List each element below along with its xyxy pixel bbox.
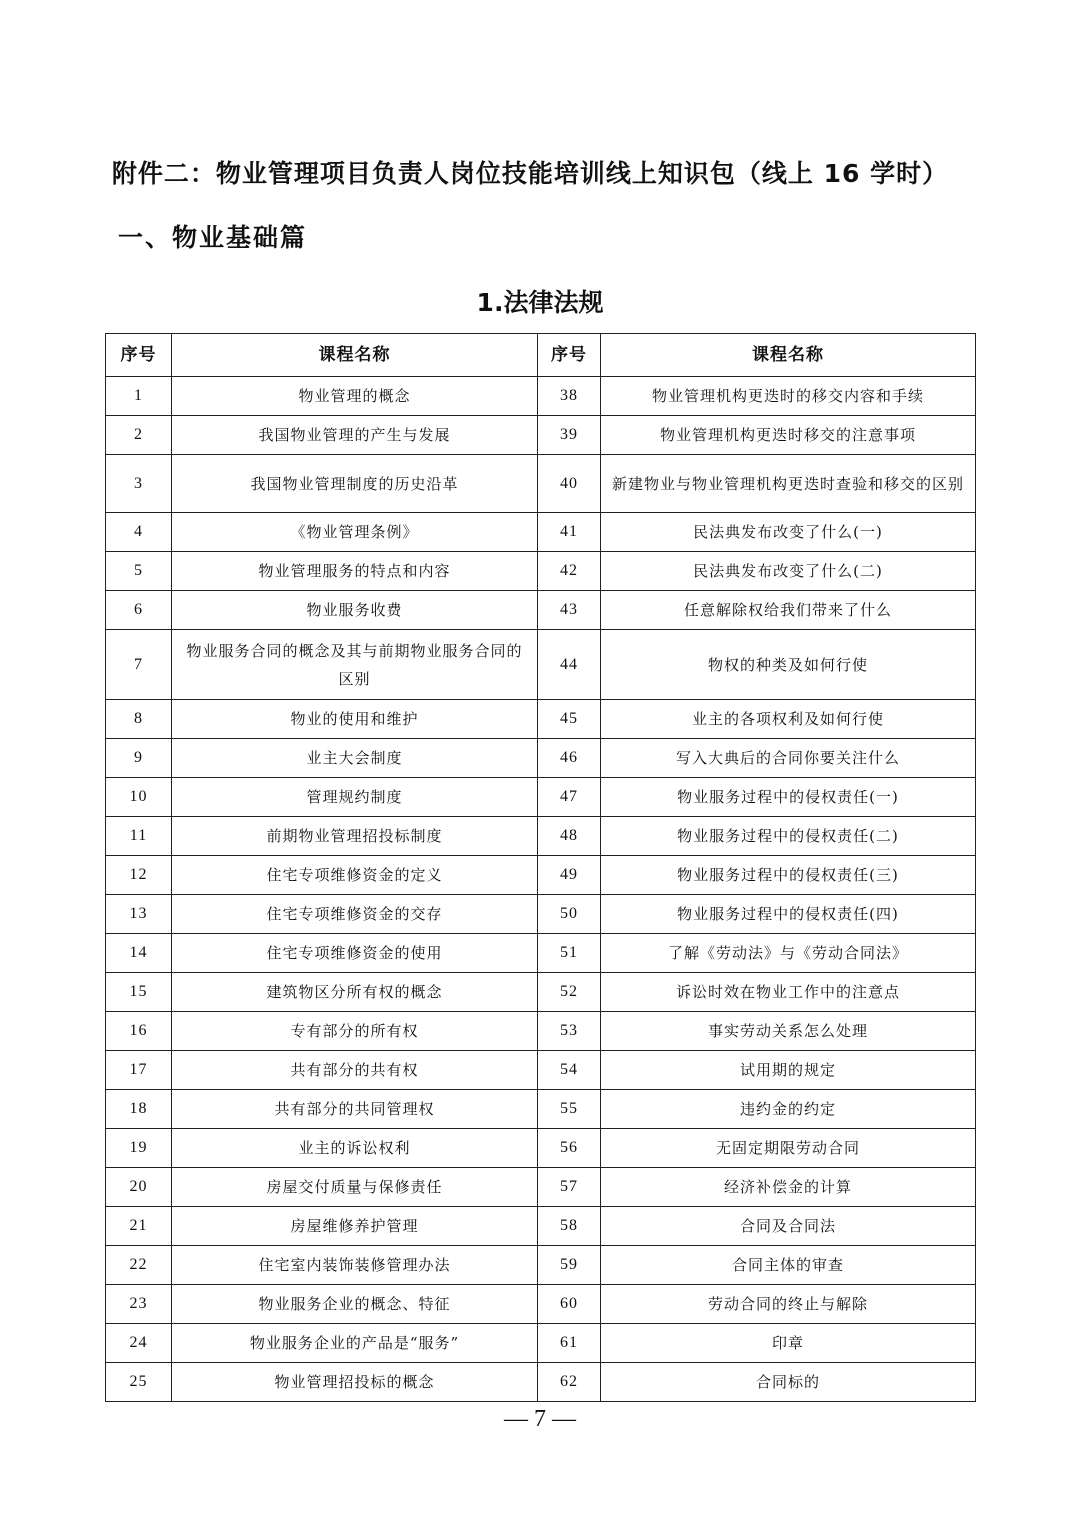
- course-name-left: 共有部分的共有权: [172, 1051, 538, 1090]
- table-row: [106, 817, 976, 856]
- row-number-left: 8: [106, 700, 172, 739]
- course-name-right: 物业管理机构更迭时移交的注意事项: [601, 416, 976, 455]
- row-number-left: 25: [106, 1363, 172, 1402]
- row-number-right: 60: [538, 1285, 601, 1324]
- course-name-right: 合同主体的审查: [601, 1246, 976, 1285]
- row-number-right: 44: [538, 630, 601, 700]
- row-number-left: 12: [106, 856, 172, 895]
- row-number-right: 56: [538, 1129, 601, 1168]
- row-number-left: 7: [106, 630, 172, 700]
- row-number-right: 49: [538, 856, 601, 895]
- course-name-right: 民法典发布改变了什么(一): [601, 513, 976, 552]
- row-number-right: 46: [538, 739, 601, 778]
- header-course-name-1: 课程名称: [172, 334, 538, 377]
- header-number-1: 序号: [106, 334, 172, 377]
- course-name-left: 物业服务企业的产品是“服务”: [172, 1324, 538, 1363]
- course-name-right: 合同标的: [601, 1363, 976, 1402]
- page-number: — 7 —: [504, 1406, 576, 1432]
- course-name-right: 物业服务过程中的侵权责任(一): [601, 778, 976, 817]
- course-name-right: 物业服务过程中的侵权责任(四): [601, 895, 976, 934]
- course-name-right: 诉讼时效在物业工作中的注意点: [601, 973, 976, 1012]
- course-name-right: 物业服务过程中的侵权责任(二): [601, 817, 976, 856]
- row-number-right: 58: [538, 1207, 601, 1246]
- table-row: [106, 1207, 976, 1246]
- row-number-right: 53: [538, 1012, 601, 1051]
- course-name-left: 管理规约制度: [172, 778, 538, 817]
- row-number-right: 54: [538, 1051, 601, 1090]
- course-name-right: 合同及合同法: [601, 1207, 976, 1246]
- course-name-left: 房屋交付质量与保修责任: [172, 1168, 538, 1207]
- row-number-left: 3: [106, 455, 172, 513]
- row-number-left: 13: [106, 895, 172, 934]
- course-name-right: 物业服务过程中的侵权责任(三): [601, 856, 976, 895]
- table-row: [106, 377, 976, 416]
- row-number-right: 42: [538, 552, 601, 591]
- table-row: [106, 1324, 976, 1363]
- course-name-right: 写入大典后的合同你要关注什么: [601, 739, 976, 778]
- course-name-left: 物业管理服务的特点和内容: [172, 552, 538, 591]
- row-number-left: 4: [106, 513, 172, 552]
- row-number-left: 2: [106, 416, 172, 455]
- row-number-right: 61: [538, 1324, 601, 1363]
- course-name-right: 业主的各项权利及如何行使: [601, 700, 976, 739]
- course-name-right: 物业管理机构更迭时的移交内容和手续: [601, 377, 976, 416]
- course-name-left: 物业的使用和维护: [172, 700, 538, 739]
- table-row: [106, 591, 976, 630]
- row-number-right: 47: [538, 778, 601, 817]
- course-name-left: 业主大会制度: [172, 739, 538, 778]
- course-name-left: 共有部分的共同管理权: [172, 1090, 538, 1129]
- row-number-left: 14: [106, 934, 172, 973]
- row-number-left: 21: [106, 1207, 172, 1246]
- course-name-left: 住宅专项维修资金的使用: [172, 934, 538, 973]
- row-number-left: 18: [106, 1090, 172, 1129]
- course-name-left: 物业服务收费: [172, 591, 538, 630]
- course-name-right: 民法典发布改变了什么(二): [601, 552, 976, 591]
- course-name-right: 经济补偿金的计算: [601, 1168, 976, 1207]
- course-name-right: 事实劳动关系怎么处理: [601, 1012, 976, 1051]
- table-row: [106, 1051, 976, 1090]
- course-name-right: 无固定期限劳动合同: [601, 1129, 976, 1168]
- header-number-2: 序号: [538, 334, 601, 377]
- row-number-right: 55: [538, 1090, 601, 1129]
- row-number-right: 57: [538, 1168, 601, 1207]
- row-number-right: 51: [538, 934, 601, 973]
- row-number-right: 50: [538, 895, 601, 934]
- row-number-left: 15: [106, 973, 172, 1012]
- document-title: 附件二：物业管理项目负责人岗位技能培训线上知识包（线上 16 学时）: [111, 159, 949, 188]
- course-name-left: 前期物业管理招投标制度: [172, 817, 538, 856]
- course-name-right: 了解《劳动法》与《劳动合同法》: [601, 934, 976, 973]
- table-row: [106, 1246, 976, 1285]
- course-name-right: 新建物业与物业管理机构更迭时查验和移交的区别: [601, 455, 976, 513]
- table-row: [106, 1012, 976, 1051]
- course-name-right: 物权的种类及如何行使: [601, 630, 976, 700]
- row-number-left: 20: [106, 1168, 172, 1207]
- row-number-right: 45: [538, 700, 601, 739]
- subsection-heading: 1.法律法规: [476, 288, 604, 317]
- row-number-right: 59: [538, 1246, 601, 1285]
- course-table: [105, 333, 976, 1402]
- course-name-right: 劳动合同的终止与解除: [601, 1285, 976, 1324]
- header-course-name-2: 课程名称: [601, 334, 976, 377]
- table-row: [106, 513, 976, 552]
- row-number-right: 40: [538, 455, 601, 513]
- table-row: [106, 934, 976, 973]
- row-number-left: 9: [106, 739, 172, 778]
- table-row: [106, 700, 976, 739]
- section-heading: 一、物业基础篇: [118, 223, 308, 252]
- course-name-left: 住宅室内装饰装修管理办法: [172, 1246, 538, 1285]
- row-number-left: 10: [106, 778, 172, 817]
- table-row: [106, 895, 976, 934]
- course-name-right: 任意解除权给我们带来了什么: [601, 591, 976, 630]
- table-row: [106, 1129, 976, 1168]
- row-number-right: 52: [538, 973, 601, 1012]
- course-name-left: 建筑物区分所有权的概念: [172, 973, 538, 1012]
- row-number-left: 16: [106, 1012, 172, 1051]
- table-row: [106, 455, 976, 513]
- course-name-right: 试用期的规定: [601, 1051, 976, 1090]
- row-number-right: 43: [538, 591, 601, 630]
- table-row: [106, 973, 976, 1012]
- row-number-left: 19: [106, 1129, 172, 1168]
- course-name-left: 专有部分的所有权: [172, 1012, 538, 1051]
- row-number-left: 1: [106, 377, 172, 416]
- course-name-left: 物业管理招投标的概念: [172, 1363, 538, 1402]
- table-row: [106, 1285, 976, 1324]
- row-number-left: 5: [106, 552, 172, 591]
- row-number-left: 11: [106, 817, 172, 856]
- row-number-left: 6: [106, 591, 172, 630]
- table-body: [106, 377, 976, 1402]
- table-row: [106, 416, 976, 455]
- table-row: [106, 1363, 976, 1402]
- table-row: [106, 630, 976, 700]
- course-name-left: 《物业管理条例》: [172, 513, 538, 552]
- row-number-right: 41: [538, 513, 601, 552]
- course-name-left: 住宅专项维修资金的交存: [172, 895, 538, 934]
- row-number-left: 17: [106, 1051, 172, 1090]
- course-name-left: 我国物业管理的产生与发展: [172, 416, 538, 455]
- course-name-left: 物业服务企业的概念、特征: [172, 1285, 538, 1324]
- table-header-row: [106, 334, 976, 377]
- table-row: [106, 1090, 976, 1129]
- table-row: [106, 856, 976, 895]
- row-number-left: 23: [106, 1285, 172, 1324]
- table-row: [106, 739, 976, 778]
- course-name-left: 住宅专项维修资金的定义: [172, 856, 538, 895]
- course-name-left: 房屋维修养护管理: [172, 1207, 538, 1246]
- course-name-left: 物业管理的概念: [172, 377, 538, 416]
- table-row: [106, 1168, 976, 1207]
- row-number-right: 48: [538, 817, 601, 856]
- course-name-left: 我国物业管理制度的历史沿革: [172, 455, 538, 513]
- row-number-left: 22: [106, 1246, 172, 1285]
- course-name-right: 印章: [601, 1324, 976, 1363]
- course-name-left: 业主的诉讼权利: [172, 1129, 538, 1168]
- table-row: [106, 778, 976, 817]
- row-number-right: 62: [538, 1363, 601, 1402]
- course-name-left: 物业服务合同的概念及其与前期物业服务合同的区别: [172, 630, 538, 700]
- table-row: [106, 552, 976, 591]
- row-number-right: 38: [538, 377, 601, 416]
- course-name-right: 违约金的约定: [601, 1090, 976, 1129]
- row-number-right: 39: [538, 416, 601, 455]
- row-number-left: 24: [106, 1324, 172, 1363]
